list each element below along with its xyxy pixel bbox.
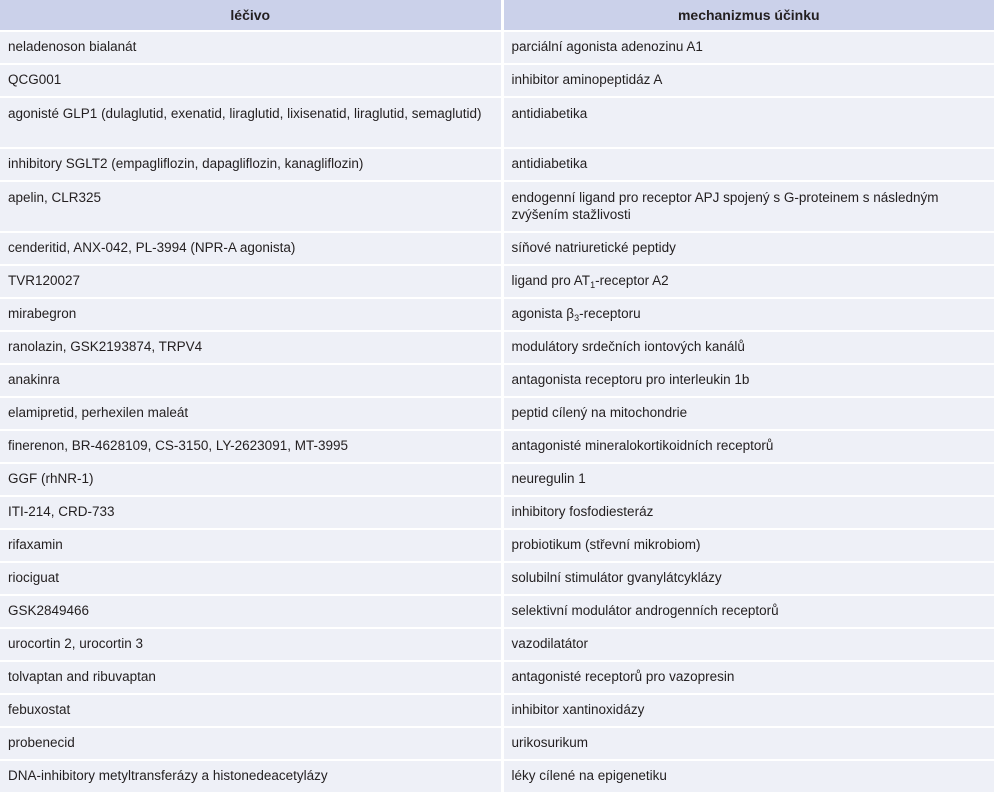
table-body [0,31,994,793]
mechanism-cell: antidiabetika [502,97,994,148]
mechanism-cell: antidiabetika [502,148,994,181]
drug-cell: GGF (rhNR-1) [0,463,502,496]
mechanism-cell: selektivní modulátor androgenních receptorů [502,595,994,628]
drug-cell: riociguat [0,562,502,595]
header-drug: léčivo [0,0,502,31]
drug-cell: rifaxamin [0,529,502,562]
table-row [0,661,994,694]
mechanism-cell: antagonista receptoru pro interleukin 1b [502,364,994,397]
table-row [0,265,994,298]
table-row [0,148,994,181]
table-row [0,595,994,628]
mechanism-cell: modulátory srdečních iontových kanálů [502,331,994,364]
mechanism-cell: inhibitor xantinoxidázy [502,694,994,727]
table-row [0,463,994,496]
mechanism-text: -receptoru [579,306,641,321]
drug-cell: inhibitory SGLT2 (empagliflozin, dapagliflozin, kanagliflozin) [0,148,502,181]
table-row [0,97,994,148]
drug-cell: agonisté GLP1 (dulaglutid, exenatid, liraglutid, lixisenatid, liraglutid, semaglutid) [0,97,502,148]
table-row [0,397,994,430]
table-row [0,331,994,364]
table-row [0,430,994,463]
drug-cell: febuxostat [0,694,502,727]
drug-cell: QCG001 [0,64,502,97]
table-row [0,628,994,661]
drug-cell: cenderitid, ANX-042, PL-3994 (NPR-A agonista) [0,232,502,265]
mechanism-cell: parciální agonista adenozinu A1 [502,31,994,64]
subscript: 1 [590,280,596,290]
table-row [0,181,994,232]
header-mechanism: mechanizmus účinku [502,0,994,31]
table-row [0,562,994,595]
mechanism-text: -receptor A2 [595,273,669,288]
mechanism-cell: síňové natriuretické peptidy [502,232,994,265]
subscript: 3 [574,313,580,323]
drug-cell: DNA-inhibitory metyltransferázy a histonedeacetylázy [0,760,502,793]
mechanism-cell [502,298,994,331]
drug-cell: apelin, CLR325 [0,181,502,232]
mechanism-cell: peptid cílený na mitochondrie [502,397,994,430]
drug-cell: finerenon, BR-4628109, CS-3150, LY-2623091, MT-3995 [0,430,502,463]
table-row [0,64,994,97]
mechanism-text: ligand pro AT [511,273,591,288]
mechanism-cell: neuregulin 1 [502,463,994,496]
mechanism-cell: endogenní ligand pro receptor APJ spojený s G-proteinem s následným zvýšením stažlivosti [502,181,994,232]
drug-cell: mirabegron [0,298,502,331]
drug-cell: urocortin 2, urocortin 3 [0,628,502,661]
table-row [0,760,994,793]
mechanism-cell: solubilní stimulátor gvanylátcyklázy [502,562,994,595]
mechanism-cell: vazodilatátor [502,628,994,661]
table-row [0,529,994,562]
drug-cell: neladenoson bialanát [0,31,502,64]
drug-cell: GSK2849466 [0,595,502,628]
drug-cell: probenecid [0,727,502,760]
table-row [0,364,994,397]
mechanism-cell: inhibitory fosfodiesteráz [502,496,994,529]
table-row [0,31,994,64]
mechanism-cell [502,265,994,298]
table-row [0,727,994,760]
table-row [0,496,994,529]
drug-cell: ITI-214, CRD-733 [0,496,502,529]
mechanism-cell: inhibitor aminopeptidáz A [502,64,994,97]
mechanism-cell: probiotikum (střevní mikrobiom) [502,529,994,562]
drug-cell: ranolazin, GSK2193874, TRPV4 [0,331,502,364]
table-header [0,0,994,31]
drug-cell: TVR120027 [0,265,502,298]
table-row [0,232,994,265]
mechanism-text: agonista β [511,306,575,321]
mechanism-cell: antagonisté mineralokortikoidních receptorů [502,430,994,463]
drug-cell: tolvaptan and ribuvaptan [0,661,502,694]
header-row [0,0,994,31]
table-row [0,298,994,331]
mechanism-cell: antagonisté receptorů pro vazopresin [502,661,994,694]
mechanism-cell: urikosurikum [502,727,994,760]
mechanism-cell: léky cílené na epigenetiku [502,760,994,793]
table-row [0,694,994,727]
drug-cell: anakinra [0,364,502,397]
drug-cell: elamipretid, perhexilen maleát [0,397,502,430]
